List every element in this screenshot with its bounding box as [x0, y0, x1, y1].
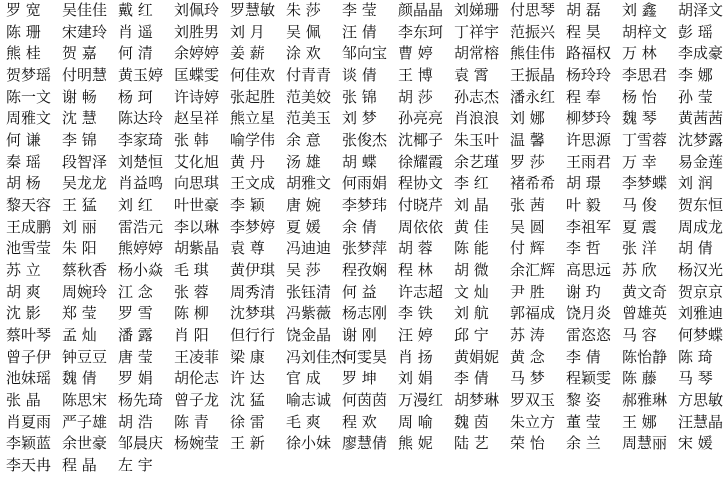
name-cell: 周依依	[398, 217, 444, 236]
name-cell: 周 喻	[398, 412, 433, 431]
name-cell: 刘 航	[454, 304, 489, 323]
name-cell: 胡 爽	[6, 282, 41, 301]
name-cell: 秦 瑶	[6, 152, 41, 171]
name-cell: 胡紫晶	[174, 239, 220, 258]
name-cell: 刘 润	[678, 174, 713, 193]
name-cell: 孙志杰	[454, 87, 500, 106]
name-cell: 朱 阳	[62, 239, 97, 258]
name-cell: 许思源	[566, 131, 612, 150]
name-cell: 余 兰	[566, 434, 601, 453]
name-cell: 王文成	[230, 174, 276, 193]
name-cell: 江 念	[118, 282, 153, 301]
name-cell: 路福权	[566, 44, 612, 63]
name-cell: 程 晶	[62, 456, 97, 475]
name-cell: 汪 婷	[398, 326, 433, 345]
name-cell: 余 意	[286, 131, 321, 150]
name-cell: 黎 姿	[566, 391, 601, 410]
name-cell: 潘 露	[118, 326, 153, 345]
name-cell: 胡 杨	[6, 174, 41, 193]
name-cell: 何佳欢	[230, 66, 276, 85]
name-cell: 孟 灿	[62, 326, 97, 345]
name-cell: 胡 蓉	[398, 239, 433, 258]
name-cell: 宋建玲	[62, 22, 108, 41]
name-cell: 朱立方	[510, 412, 556, 431]
name-cell: 王凌菲	[174, 347, 220, 366]
name-cell: 夏 媛	[286, 217, 321, 236]
name-cell: 孙亮亮	[398, 109, 444, 128]
name-cell: 万 幸	[622, 152, 657, 171]
name-cell: 吴 圆	[510, 217, 545, 236]
name-cell: 孙 莹	[678, 87, 713, 106]
name-cell: 苏 涛	[510, 326, 545, 345]
name-cell: 李梦婷	[230, 217, 276, 236]
name-cell: 余婷婷	[174, 44, 220, 63]
name-cell: 罗 雪	[118, 304, 153, 323]
name-cell: 余艺瑾	[454, 152, 500, 171]
name-cell: 许志超	[398, 282, 444, 301]
name-cell: 陈达玲	[118, 109, 164, 128]
name-cell: 张起胜	[230, 87, 276, 106]
name-cell: 罗 宽	[6, 1, 41, 19]
name-cell: 叶世豪	[174, 196, 220, 215]
name-cell: 马 梦	[510, 369, 545, 388]
name-cell: 谢 玓	[566, 282, 601, 301]
name-cell: 王 新	[230, 434, 265, 453]
name-cell: 胡雅文	[286, 174, 332, 193]
name-cell: 何茵茵	[342, 391, 388, 410]
name-cell: 杨 怡	[622, 87, 657, 106]
name-cell: 杨小焱	[118, 261, 164, 280]
name-cell: 黄玉婷	[118, 66, 164, 85]
name-cell: 肖浪浪	[454, 109, 500, 128]
name-cell: 王 娜	[622, 412, 657, 431]
name-cell: 雷浩元	[118, 217, 164, 236]
name-cell: 周秀清	[230, 282, 276, 301]
name-cell: 喻志诚	[286, 391, 332, 410]
name-cell: 胡 璟	[566, 174, 601, 193]
name-cell: 罗双玉	[510, 391, 556, 410]
name-cell: 张 锦	[342, 87, 377, 106]
name-cell: 李 铁	[398, 304, 433, 323]
name-cell: 叶 毅	[566, 196, 601, 215]
name-cell: 万漫红	[398, 391, 444, 410]
name-cell: 刘楚恒	[118, 152, 164, 171]
name-cell: 杨婉莹	[174, 434, 220, 453]
name-cell: 李天冉	[6, 456, 52, 475]
name-cell: 王成鹏	[6, 217, 52, 236]
name-cell: 宋 媛	[678, 434, 713, 453]
name-cell: 肖 扬	[398, 347, 433, 366]
name-cell: 肖夏雨	[6, 412, 52, 431]
name-cell: 刘娣珊	[454, 1, 500, 19]
name-cell: 李 倩	[566, 347, 601, 366]
name-cell: 何梦蝶	[678, 326, 724, 345]
name-cell: 余汇辉	[510, 261, 556, 280]
name-cell: 邹晨庆	[118, 434, 164, 453]
name-cell: 肖益鸣	[118, 174, 164, 193]
name-cell: 荣 怡	[510, 434, 545, 453]
name-cell: 杨玲玲	[566, 66, 612, 85]
name-cell: 罗 坤	[342, 369, 377, 388]
name-cell: 梁 康	[230, 347, 265, 366]
name-cell: 徐小妹	[286, 434, 332, 453]
name-cell: 文 灿	[454, 282, 489, 301]
name-cell: 谢 畅	[62, 87, 97, 106]
name-cell: 蔡秋香	[62, 261, 108, 280]
name-cell: 官 成	[286, 369, 321, 388]
name-cell: 王振晶	[510, 66, 556, 85]
name-cell: 吴 莎	[286, 261, 321, 280]
name-cell: 罗慧敏	[230, 1, 276, 19]
name-cell: 陈 青	[174, 412, 209, 431]
name-cell: 熊 桂	[6, 44, 41, 63]
name-cell: 贺梦瑶	[6, 66, 52, 85]
name-cell: 程孜娴	[342, 261, 388, 280]
name-cell: 苏 欣	[622, 261, 657, 280]
name-cell: 黄茜茜	[678, 109, 724, 128]
name-cell: 胡 浩	[118, 412, 153, 431]
name-cell: 彭 瑶	[678, 22, 713, 41]
name-cell: 贺 嘉	[62, 44, 97, 63]
name-cell: 冯刘佳杰	[286, 347, 347, 366]
name-cell: 冯迪迪	[286, 239, 332, 258]
name-cell: 曾子伊	[6, 347, 52, 366]
name-cell: 曾子龙	[174, 391, 220, 410]
name-cell: 陈 藤	[622, 369, 657, 388]
name-cell: 喻学伟	[230, 131, 276, 150]
name-cell: 唐 婉	[286, 196, 321, 215]
name-cell: 李 哲	[566, 239, 601, 258]
name-cell: 胡泽文	[678, 1, 724, 19]
name-cell: 沈椰子	[398, 131, 444, 150]
name-cell: 张俊杰	[342, 131, 388, 150]
name-cell: 潘永红	[510, 87, 556, 106]
name-cell: 褚希希	[510, 174, 556, 193]
name-cell: 吴 佩	[286, 22, 321, 41]
name-cell: 胡 蝶	[342, 152, 377, 171]
name-cell: 李成豪	[678, 44, 724, 63]
name-cell: 魏 倩	[62, 369, 97, 388]
name-cell: 姜 薪	[230, 44, 265, 63]
name-cell: 程 奉	[566, 87, 601, 106]
name-cell: 艾化旭	[174, 152, 220, 171]
name-cell: 肖 阳	[174, 326, 209, 345]
name-cell: 钟豆豆	[62, 347, 108, 366]
name-cell: 李家琦	[118, 131, 164, 150]
name-cell: 熊立星	[230, 109, 276, 128]
name-cell: 张 蓉	[174, 282, 209, 301]
name-cell: 付青青	[286, 66, 332, 85]
name-cell: 胡梦琳	[454, 391, 500, 410]
name-cell: 汤 雄	[286, 152, 321, 171]
name-cell: 马 俊	[622, 196, 657, 215]
name-cell: 杨 珂	[118, 87, 153, 106]
name-cell: 郑 莹	[62, 304, 97, 323]
name-cell: 毛 爽	[286, 412, 321, 431]
name-cell: 何雯昊	[342, 347, 388, 366]
name-cell: 董 莹	[566, 412, 601, 431]
name-cell: 沈 影	[6, 304, 41, 323]
name-cell: 郭福成	[510, 304, 556, 323]
name-cell: 何 谦	[6, 131, 41, 150]
name-cell: 柳梦玲	[566, 109, 612, 128]
name-cell: 袁 霄	[454, 66, 489, 85]
name-cell: 肖 遥	[118, 22, 153, 41]
name-cell: 程 欢	[342, 412, 377, 431]
name-cell: 池妹瑶	[6, 369, 52, 388]
name-cell: 胡常榕	[454, 44, 500, 63]
name-cell: 罗 娟	[118, 369, 153, 388]
name-cell: 曾雄英	[622, 304, 668, 323]
name-cell: 刘胜男	[174, 22, 220, 41]
name-cell: 黄文奇	[622, 282, 668, 301]
name-cell: 范振兴	[510, 22, 556, 41]
name-cell: 胡 磊	[566, 1, 601, 19]
name-cell: 沈梦露	[678, 131, 724, 150]
name-cell: 余 倩	[342, 217, 377, 236]
name-cell: 严子雄	[62, 412, 108, 431]
name-cell: 罗 莎	[510, 152, 545, 171]
name-cell: 程协文	[398, 174, 444, 193]
name-cell: 何 益	[342, 282, 377, 301]
name-cell: 张钰清	[286, 282, 332, 301]
name-cell: 蔡叶琴	[6, 326, 52, 345]
name-cell: 胡 微	[454, 261, 489, 280]
name-cell: 陈 能	[454, 239, 489, 258]
name-cell: 刘 鑫	[622, 1, 657, 19]
name-cell: 雷恣恣	[566, 326, 612, 345]
name-cell: 刘雅迪	[678, 304, 724, 323]
name-cell: 程颖雯	[566, 369, 612, 388]
name-cell: 王 博	[398, 66, 433, 85]
name-cell: 余世豪	[62, 434, 108, 453]
name-cell: 王雨君	[566, 152, 612, 171]
name-cell: 陈 珊	[6, 22, 41, 41]
name-cell: 谢 刚	[342, 326, 377, 345]
name-cell: 饶月炎	[566, 304, 612, 323]
name-cell: 温 馨	[510, 131, 545, 150]
name-cell: 夏 震	[622, 217, 657, 236]
name-cell: 廖慧倩	[342, 434, 388, 453]
name-cell: 高思远	[566, 261, 612, 280]
name-cell: 刘佩玲	[174, 1, 220, 19]
name-cell: 付明慧	[62, 66, 108, 85]
name-cell: 丁雪蓉	[622, 131, 668, 150]
name-cell: 贺东恒	[678, 196, 724, 215]
name-cell: 李思君	[622, 66, 668, 85]
name-cell: 李梦蝶	[622, 174, 668, 193]
name-cell: 戴 红	[118, 1, 153, 19]
name-cell: 魏 茵	[454, 412, 489, 431]
name-cell: 池雪莹	[6, 239, 52, 258]
name-cell: 许 达	[230, 369, 265, 388]
name-cell: 黎天容	[6, 196, 52, 215]
name-cell: 胡 倩	[678, 239, 713, 258]
name-cell: 李以琳	[174, 217, 220, 236]
name-cell: 陈 柳	[174, 304, 209, 323]
name-cell: 邱 宁	[454, 326, 489, 345]
name-cell: 但行行	[230, 326, 276, 345]
name-cell: 范美姣	[286, 87, 332, 106]
name-cell: 何雨娟	[342, 174, 388, 193]
name-cell: 杨志刚	[342, 304, 388, 323]
name-cell: 杨汉光	[678, 261, 724, 280]
name-cell: 范美玉	[286, 109, 332, 128]
name-cell: 刘 丽	[62, 217, 97, 236]
name-cell: 周成龙	[678, 217, 724, 236]
name-cell: 刘 红	[118, 196, 153, 215]
name-cell: 程 昊	[566, 22, 601, 41]
name-cell: 李 锦	[62, 131, 97, 150]
name-cell: 张 韩	[174, 131, 209, 150]
name-cell: 李 娜	[678, 66, 713, 85]
name-cell: 匡蝶雯	[174, 66, 220, 85]
name-cell: 黄娟妮	[454, 347, 500, 366]
name-cell: 唐 莹	[118, 347, 153, 366]
name-cell: 颜晶晶	[398, 1, 444, 19]
name-cell: 熊 妮	[398, 434, 433, 453]
name-cell: 朱玉叶	[454, 131, 500, 150]
name-cell: 冯紫薇	[286, 304, 332, 323]
name-cell: 万 林	[622, 44, 657, 63]
name-cell: 涂 欢	[286, 44, 321, 63]
name-cell: 熊佳伟	[510, 44, 556, 63]
name-cell: 刘 娜	[510, 109, 545, 128]
name-cell: 周婉玲	[62, 282, 108, 301]
name-cell: 曹 婷	[398, 44, 433, 63]
name-cell: 陈 琦	[678, 347, 713, 366]
name-cell: 左 宇	[118, 456, 153, 475]
name-cell: 向思琪	[174, 174, 220, 193]
name-cell: 徐 雷	[230, 412, 265, 431]
name-cell: 张 茜	[510, 196, 545, 215]
name-cell: 黄 丹	[230, 152, 265, 171]
name-cell: 李 莹	[342, 1, 377, 19]
name-cell: 李东珂	[398, 22, 444, 41]
name-cell: 刘 梦	[342, 109, 377, 128]
name-cell: 陈怡静	[622, 347, 668, 366]
name-cell: 程 林	[398, 261, 433, 280]
name-cell: 尹 胜	[510, 282, 545, 301]
name-cell: 马 容	[622, 326, 657, 345]
name-cell: 沈梦琪	[230, 304, 276, 323]
name-cell: 丁祥宇	[454, 22, 500, 41]
name-cell: 王 猛	[62, 196, 97, 215]
name-cell: 刘 娟	[398, 369, 433, 388]
name-cell: 方思敏	[678, 391, 724, 410]
name-cell: 毛 琪	[174, 261, 209, 280]
name-cell: 陈一文	[6, 87, 52, 106]
name-cell: 刘 晶	[454, 196, 489, 215]
name-cell: 易金莲	[678, 152, 724, 171]
name-cell: 付思琴	[510, 1, 556, 19]
name-cell: 饶金晶	[286, 326, 332, 345]
name-cell: 吴佳佳	[62, 1, 108, 19]
name-cell: 贺京京	[678, 282, 724, 301]
name-cell: 周慧丽	[622, 434, 668, 453]
name-cell: 谈 倩	[342, 66, 377, 85]
name-cell: 马 琴	[678, 369, 713, 388]
name-cell: 许诗婷	[174, 87, 220, 106]
name-cell: 汪 倩	[342, 22, 377, 41]
name-cell: 汪慧晶	[678, 412, 724, 431]
name-cell: 胡伦志	[174, 369, 220, 388]
name-cell: 黄 念	[510, 347, 545, 366]
name-cell: 郝雅琳	[622, 391, 668, 410]
name-cell: 李颖蓝	[6, 434, 52, 453]
name-cell: 刘 月	[230, 22, 265, 41]
name-cell: 沈 猛	[230, 391, 265, 410]
name-cell: 何 清	[118, 44, 153, 63]
name-cell: 付晓芹	[398, 196, 444, 215]
name-cell: 胡梓文	[622, 22, 668, 41]
name-cell: 付 辉	[510, 239, 545, 258]
name-cell: 李 颖	[230, 196, 265, 215]
name-cell: 陈思宋	[62, 391, 108, 410]
name-cell: 张梦萍	[342, 239, 388, 258]
name-cell: 赵呈祥	[174, 109, 220, 128]
name-cell: 邹向宝	[342, 44, 388, 63]
name-cell: 陆 艺	[454, 434, 489, 453]
name-cell: 魏 琴	[622, 109, 657, 128]
name-cell: 沈 慧	[62, 109, 97, 128]
name-cell: 张 洋	[622, 239, 657, 258]
name-cell: 袁 尊	[230, 239, 265, 258]
name-cell: 胡 莎	[398, 87, 433, 106]
name-cell: 李 倩	[454, 369, 489, 388]
name-cell: 张 晶	[6, 391, 41, 410]
name-cell: 杨先琦	[118, 391, 164, 410]
name-cell: 段智泽	[62, 152, 108, 171]
name-cell: 黄 佳	[454, 217, 489, 236]
name-cell: 苏 立	[6, 261, 41, 280]
name-cell: 李梦玮	[342, 196, 388, 215]
name-cell: 李祖军	[566, 217, 612, 236]
name-cell: 周雅文	[6, 109, 52, 128]
name-cell: 吴龙龙	[62, 174, 108, 193]
name-cell: 黄伊琪	[230, 261, 276, 280]
name-cell: 徐耀霞	[398, 152, 444, 171]
name-cell: 熊婷婷	[118, 239, 164, 258]
name-cell: 朱 莎	[286, 1, 321, 19]
name-cell: 李 红	[454, 174, 489, 193]
